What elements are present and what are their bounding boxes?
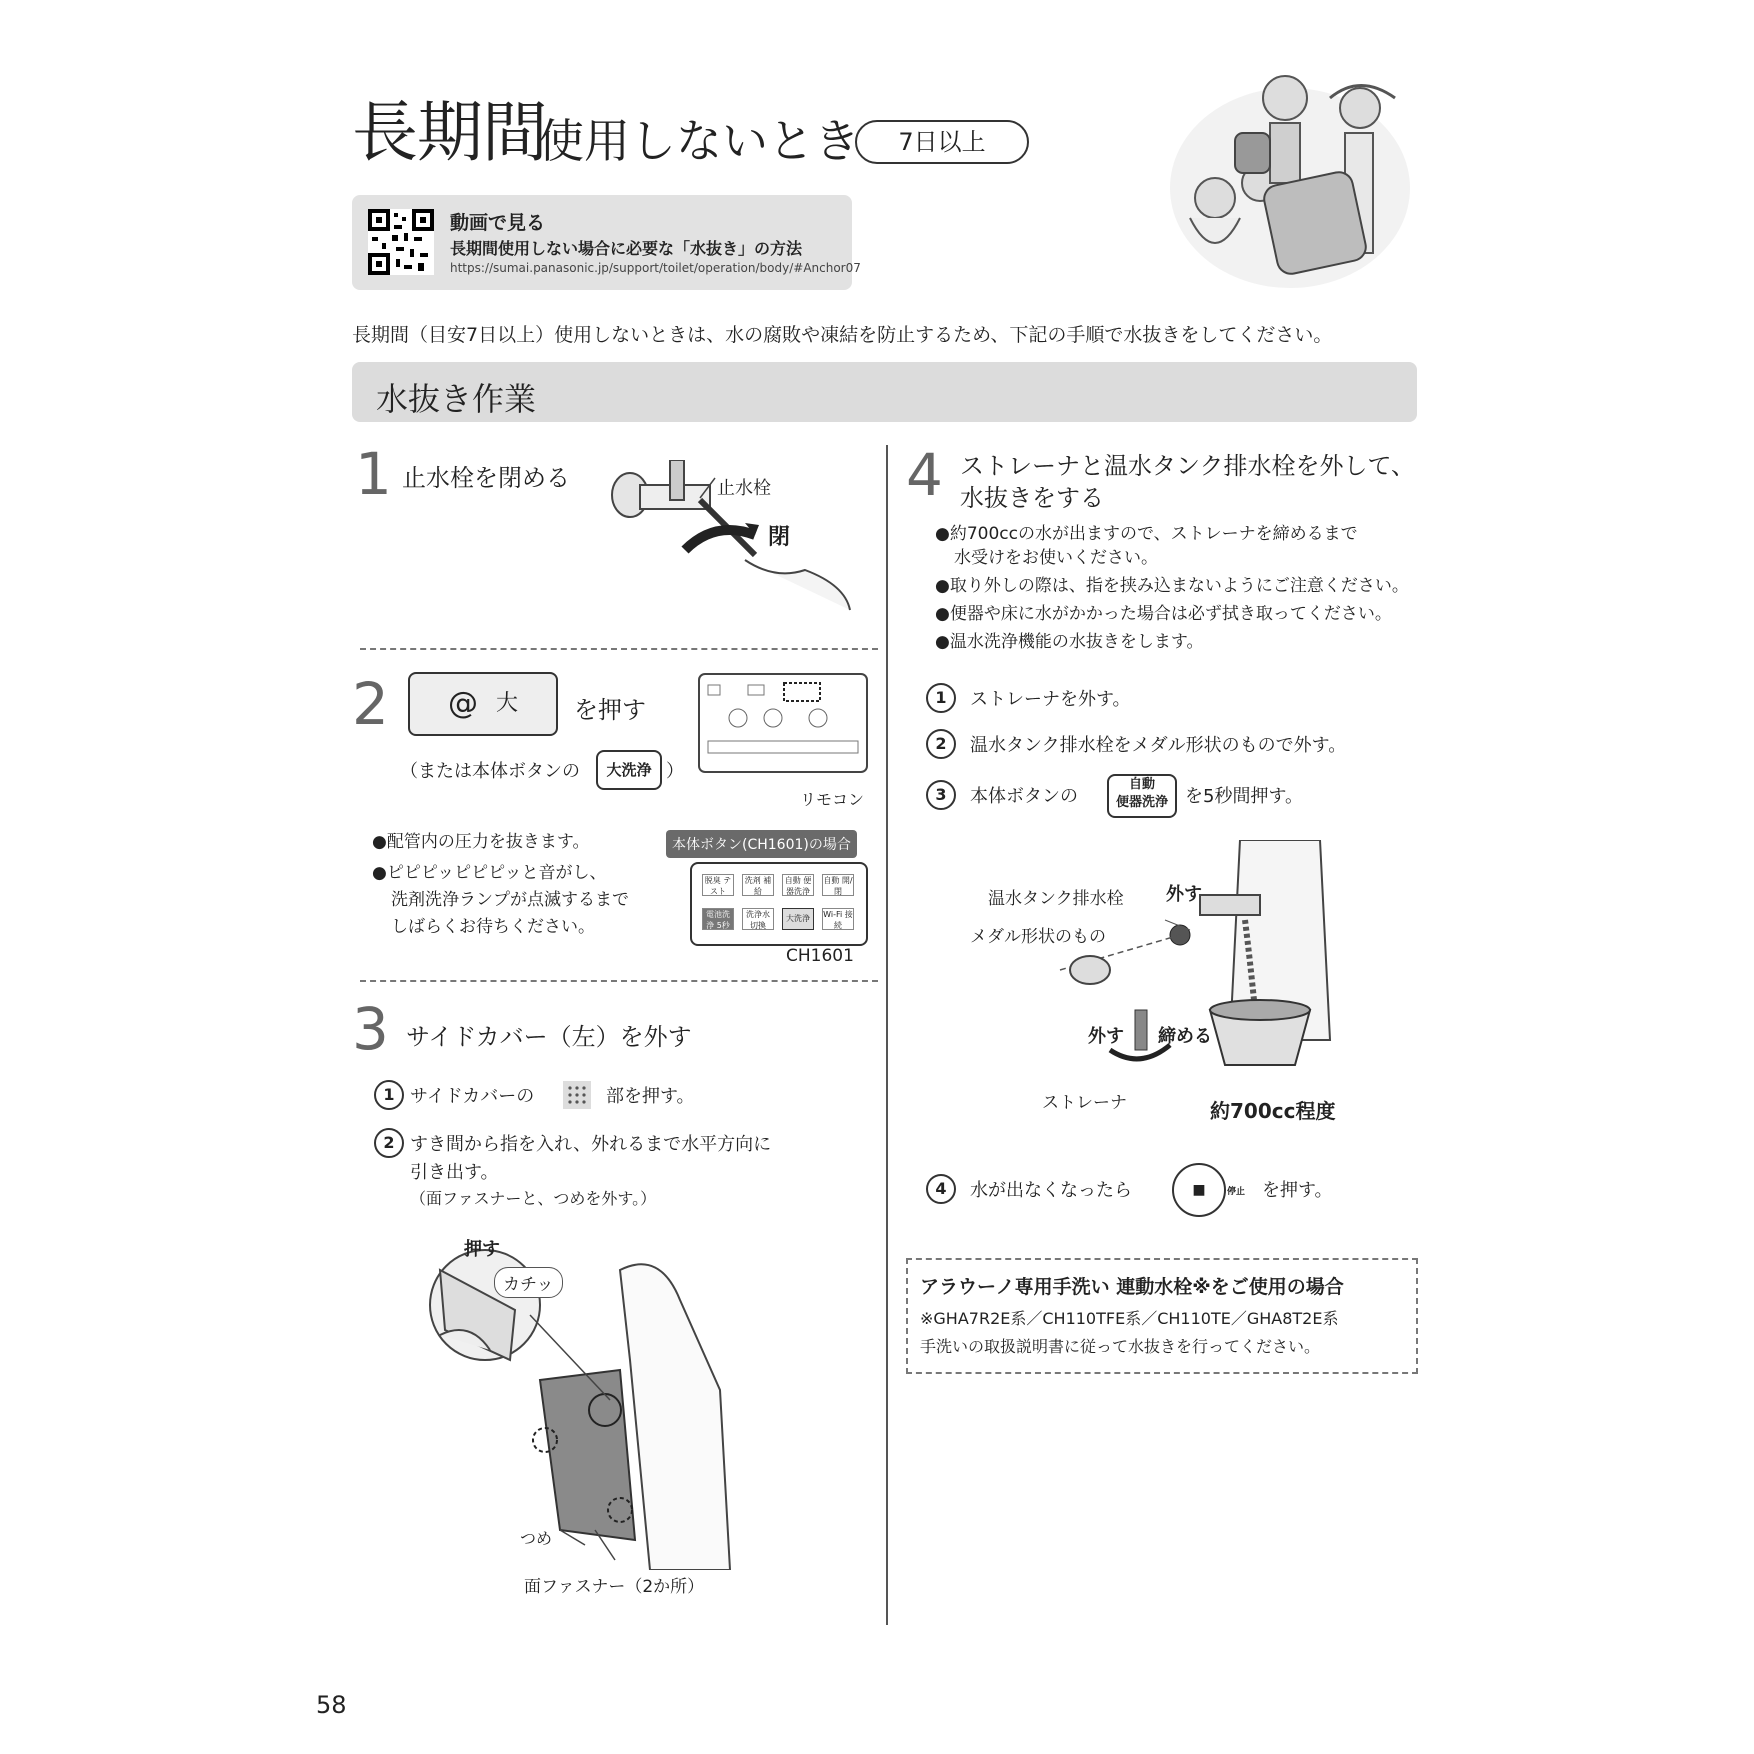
panel-btn-large-flush[interactable]: 大洗浄	[782, 908, 814, 930]
step4-note-2: 水受けをお使いください。	[954, 548, 1158, 568]
body-button-panel	[690, 862, 868, 946]
panel-btn-1[interactable]: 脱臭 テスト	[702, 874, 734, 896]
close-label: 閉	[768, 525, 791, 550]
panel-btn-3[interactable]: 自動 便器洗浄	[782, 874, 814, 896]
step4-sub4-post: を押す。	[1262, 1180, 1333, 1201]
step4-sub1: ストレーナを外す。	[970, 689, 1131, 710]
step1-number: 1	[355, 440, 392, 508]
qr-code-icon[interactable]	[368, 209, 434, 275]
panel-model: CH1601	[786, 946, 854, 966]
column-divider	[886, 445, 888, 1625]
step4-number: 4	[906, 441, 943, 509]
strainer-label: ストレーナ	[1042, 1093, 1127, 1113]
step2-number: 2	[352, 670, 389, 738]
faucet-note-title: アラウーノ専用手洗い 連動水栓※をご使用の場合	[920, 1276, 1344, 1298]
dot-grid-icon	[563, 1081, 591, 1109]
step2-note-1: ●配管内の圧力を抜きます。	[372, 832, 590, 852]
step3-item1-post: 部を押す。	[606, 1086, 695, 1107]
step2-note-3: 洗剤洗浄ランプが点滅するまで	[391, 890, 629, 910]
step4-sub4-marker: 4	[926, 1174, 956, 1204]
remote-label: リモコン	[800, 790, 865, 809]
intro-text: 長期間（目安7日以上）使用しないときは、水の腐敗や凍結を防止するため、下記の手順で水抜きをしてください。	[352, 324, 1333, 346]
stop-icon: ■	[1192, 1182, 1206, 1198]
step3-sub2-marker: 2	[374, 1128, 404, 1158]
faucet-note-line2: 手洗いの取扱説明書に従って水抜きを行ってください。	[920, 1337, 1321, 1356]
fastener-label: 面ファスナー（2か所）	[524, 1577, 705, 1597]
step3-item2-line2: 引き出す。	[410, 1162, 499, 1183]
tank-plug-label: 温水タンク排水栓	[988, 889, 1124, 909]
amount-label: 約700cc程度	[1210, 1099, 1336, 1123]
swirl-icon: @	[447, 686, 478, 721]
family-travel-illustration	[1150, 68, 1420, 303]
video-url-link[interactable]: https://sumai.panasonic.jp/support/toilet/operation/body/#Anchor07	[450, 261, 861, 275]
section-title: 水抜き作業	[376, 380, 537, 418]
tighten-label: 締める	[1158, 1026, 1212, 1047]
body-large-flush-button[interactable]: 大洗浄	[596, 750, 662, 790]
auto-bowl-clean-button[interactable]: 自動 便器洗浄	[1107, 774, 1177, 818]
step3-item1-pre: サイドカバーの	[410, 1086, 535, 1107]
panel-btn-wifi[interactable]: Wi-Fi 接続	[823, 910, 853, 930]
push-label: 押す	[464, 1239, 500, 1260]
step4-sub3-pre: 本体ボタンの	[970, 786, 1078, 807]
step4-note-5: ●温水洗浄機能の水抜きをします。	[935, 632, 1204, 652]
step4-sub3-post: を5秒間押す。	[1185, 786, 1304, 807]
step4-sub4-pre: 水が出なくなったら	[970, 1180, 1132, 1201]
panel-btn-5[interactable]: 電池洗浄 5秒押し	[702, 908, 734, 930]
step4-note-3: ●取り外しの際は、指を挟み込まないようにご注意ください。	[935, 576, 1409, 596]
step2-alt-suffix: ）	[666, 761, 684, 782]
panel-btn-4[interactable]: 自動 開/閉	[823, 876, 853, 896]
step4-sub1-marker: 1	[926, 683, 956, 713]
step-separator	[360, 980, 878, 982]
step3-sub1-marker: 1	[374, 1080, 404, 1110]
faucet-note-line1: ※GHA7R2E系／CH110TFE系／CH110TE／GHA8T2E系	[920, 1309, 1339, 1328]
page-number: 58	[316, 1691, 347, 1719]
body-button-badge: 本体ボタン(CH1601)の場合	[666, 830, 857, 858]
remove-label-1: 外す	[1166, 884, 1202, 905]
page-title-sub: 使用しないとき	[538, 114, 860, 168]
remote-control-illustration	[698, 673, 868, 773]
flush-large-button[interactable]	[408, 672, 558, 736]
step2-note-2: ●ピピピッピピピッと音がし、	[372, 863, 607, 883]
duration-badge: 7日以上	[855, 120, 1029, 164]
step3-number: 3	[352, 995, 389, 1063]
valve-label: 止水栓	[717, 478, 771, 499]
step4-note-1: ●約700ccの水が出ますので、ストレーナを締めるまで	[935, 524, 1358, 544]
step2-note-4: しばらくお待ちください。	[391, 917, 595, 937]
step4-sub2: 温水タンク排水栓をメダル形状のもので外す。	[970, 735, 1347, 756]
claw-label: つめ	[520, 1529, 553, 1548]
side-cover-removal-illustration	[420, 1240, 740, 1570]
click-callout: カチッ	[494, 1267, 563, 1298]
step3-item2-note: （面ファスナーと、つめを外す。）	[410, 1189, 657, 1208]
page-title-main: 長期間	[352, 94, 547, 171]
step3-item2-line1: すき間から指を入れ、外れるまで水平方向に	[410, 1134, 772, 1155]
stop-button[interactable]	[1172, 1163, 1226, 1217]
step4-title-line1: ストレーナと温水タンク排水栓を外して、	[960, 452, 1416, 480]
step2-action: を押す	[574, 696, 646, 724]
stop-label: 停止	[1227, 1187, 1246, 1197]
panel-btn-6[interactable]: 洗浄水 切換	[742, 908, 774, 930]
remove-label-2: 外す	[1088, 1026, 1124, 1047]
step1-title: 止水栓を閉める	[402, 464, 570, 492]
step4-sub2-marker: 2	[926, 729, 956, 759]
flush-large-label: 大	[495, 691, 518, 716]
step3-title: サイドカバー（左）を外す	[406, 1023, 692, 1051]
panel-btn-2[interactable]: 洗剤 補給	[742, 874, 774, 896]
step4-note-4: ●便器や床に水がかかった場合は必ず拭き取ってください。	[935, 604, 1392, 624]
step4-title-line2: 水抜きをする	[960, 484, 1104, 512]
video-title: 動画で見る	[450, 212, 546, 234]
medal-label: メダル形状のもの	[970, 927, 1106, 947]
step4-sub3-marker: 3	[926, 780, 956, 810]
video-description: 長期間使用しない場合に必要な「水抜き」の方法	[450, 239, 803, 258]
step-separator	[360, 648, 878, 650]
step2-alt-prefix: （または本体ボタンの	[400, 761, 580, 782]
